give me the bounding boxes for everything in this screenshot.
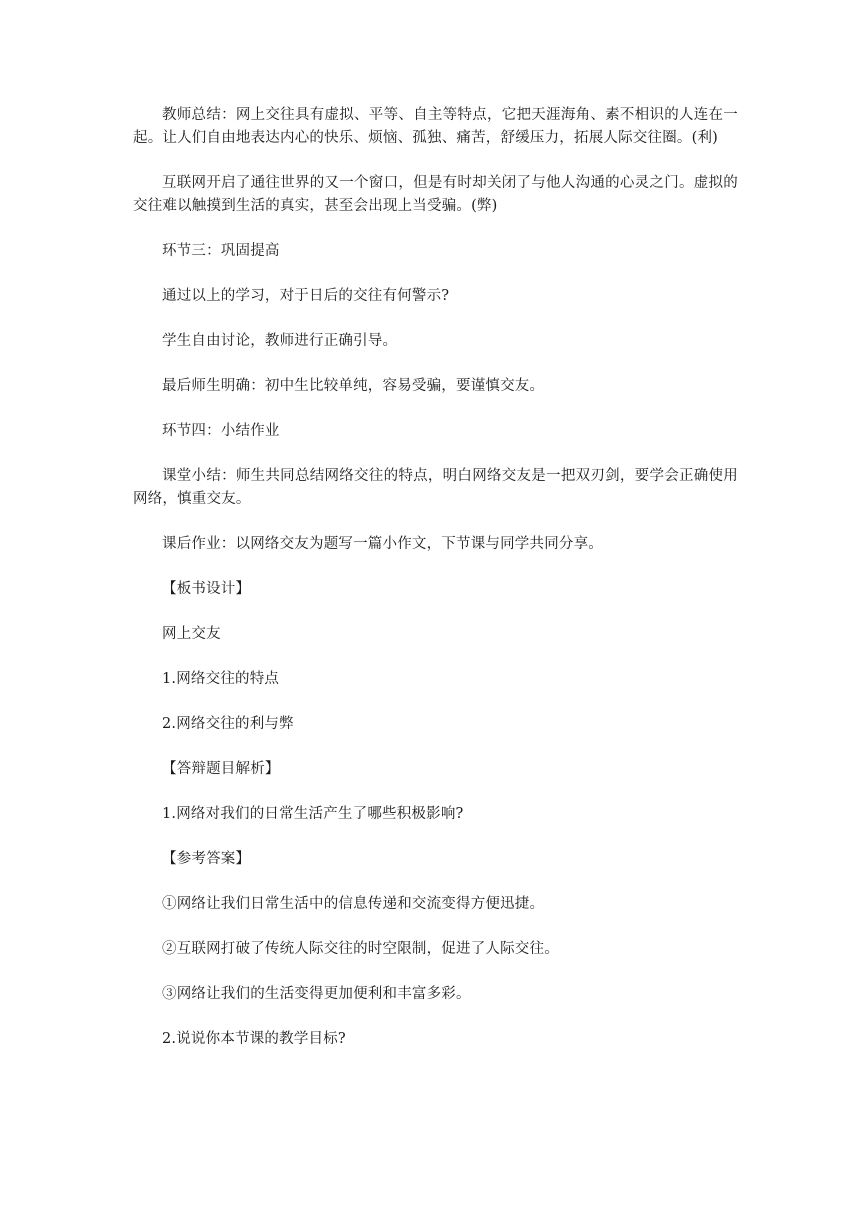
section-heading-step-three: 环节三：巩固提高 (162, 243, 280, 259)
board-item-2: 2.网络交往的利与弊 (162, 716, 294, 732)
question-2: 2.说说你本节课的教学目标? (162, 1031, 346, 1047)
heading-reference-answer: 【参考答案】 (162, 851, 251, 867)
answer-item-1: ①网络让我们日常生活中的信息传递和交流变得方便迅捷。 (162, 896, 545, 912)
board-item-1: 1.网络交往的特点 (162, 671, 280, 687)
answer-item-2: ②互联网打破了传统人际交往的时空限制，促进了人际交往。 (162, 941, 559, 957)
section-heading-step-four: 环节四：小结作业 (162, 423, 280, 439)
heading-board-design: 【板书设计】 (162, 581, 251, 597)
heading-defense-analysis: 【答辩题目解析】 (162, 761, 280, 777)
question-1: 1.网络对我们的日常生活产生了哪些积极影响? (162, 806, 464, 822)
paragraph-teacher-summary: 教师总结：网上交往具有虚拟、平等、自主等特点，它把天涯海角、素不相识的人连在一起。让人们自由地表达内心的快乐、烦恼、孤独、痛苦，舒缓压力，拓展人际交往圈。(利) (133, 107, 738, 146)
paragraph-internet-window: 互联网开启了通往世界的又一个窗口，但是有时却关闭了与他人沟通的心灵之门。虚拟的交往难以触摸到生活的真实，甚至会出现上当受骗。(弊) (133, 175, 738, 214)
answer-item-3: ③网络让我们的生活变得更加便利和丰富多彩。 (162, 986, 471, 1002)
board-title: 网上交友 (162, 626, 221, 642)
paragraph-question: 通过以上的学习，对于日后的交往有何警示? (162, 288, 450, 304)
paragraph-discussion: 学生自由讨论，教师进行正确引导。 (162, 333, 398, 349)
paragraph-conclusion: 最后师生明确：初中生比较单纯，容易受骗，要谨慎交友。 (162, 378, 545, 394)
paragraph-class-summary: 课堂小结：师生共同总结网络交往的特点，明白网络交友是一把双刃剑，要学会正确使用网络，慎重交友。 (133, 468, 738, 507)
document-page (133, 104, 738, 1051)
paragraph-homework: 课后作业：以网络交友为题写一篇小作文，下节课与同学共同分享。 (162, 536, 603, 552)
